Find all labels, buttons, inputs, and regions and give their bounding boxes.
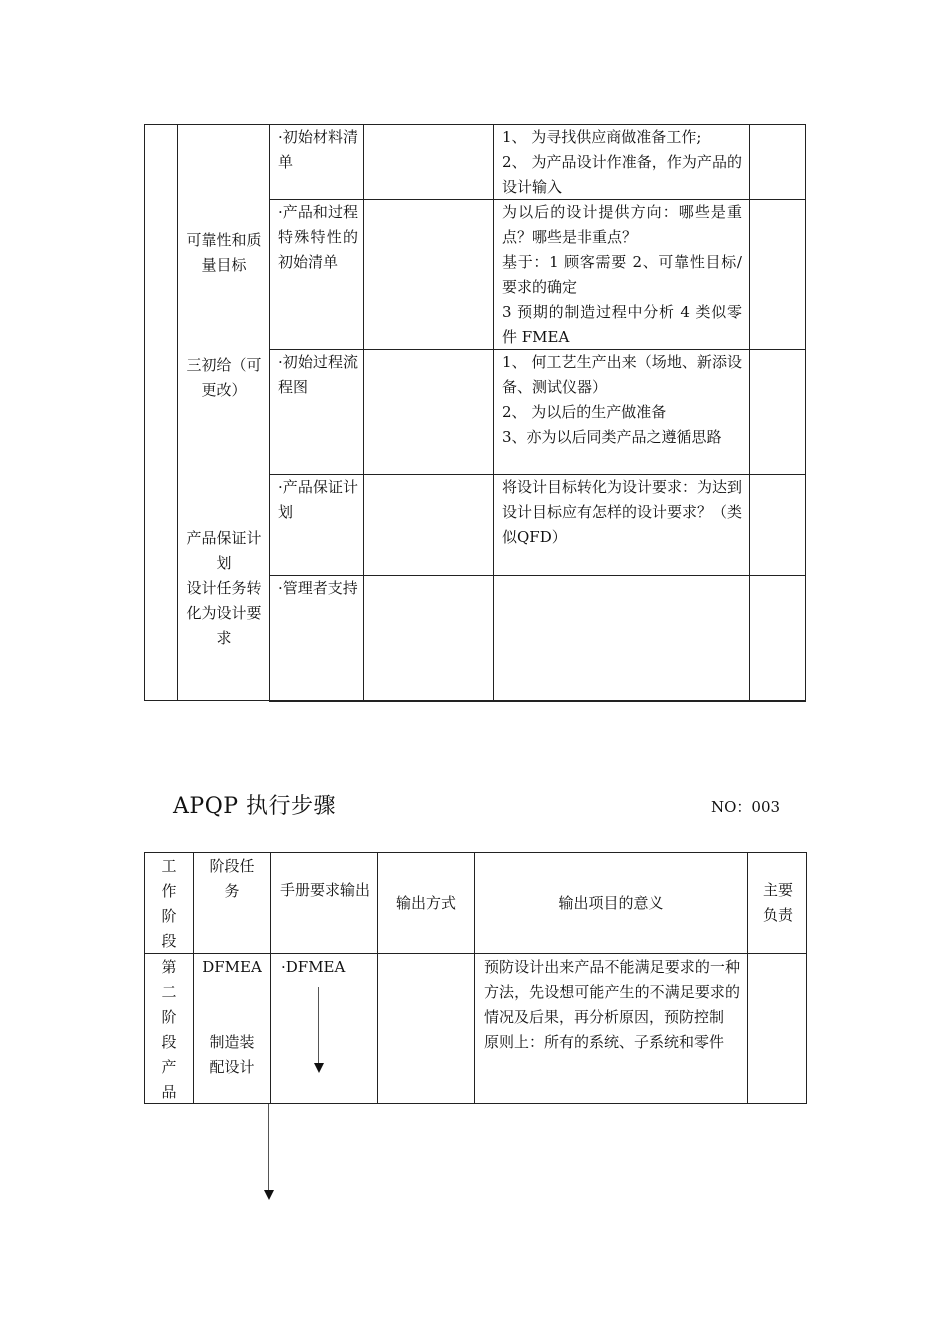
meaning-special-characteristics (502, 200, 742, 350)
meaning-line: 将设计目标转化为设计要求：为达到设计目标应有怎样的设计要求？（类似QFD） (502, 478, 743, 546)
meaning-line: 1、 为寻找供应商做准备工作; (502, 128, 702, 146)
header-task: 阶段任务 (209, 857, 255, 900)
meaning-line: 2、 为产品设计作准备，作为产品的设计输入 (502, 153, 742, 196)
meaning-line: 2、 为以后的生产做准备 (502, 403, 667, 421)
meaning-line: 1、 何工艺生产出来（场地、新添设备、测试仪器） (502, 353, 742, 396)
task-dfma: 制造装配设计 (209, 1033, 255, 1076)
meaning-line: 基于：1 顾客需要 2、可靠性目标/要求的确定 (502, 253, 742, 296)
arrow-down-icon (314, 1063, 324, 1073)
meaning-line: 预防设计出来产品不能满足要求的一种方法，先设想可能产生的不满足要求的情况及后果，再分析原因，预防控制 (484, 958, 740, 1026)
apqp-table-stage-2 (144, 852, 807, 1104)
meaning-line: 3 预期的制造过程中分析 4 类似零件 FMEA (502, 303, 742, 346)
meaning-line: 原则上：所有的系统、子系统和零件 (484, 1033, 725, 1051)
task-design-requirements: 设计任务转化为设计要求 (186, 579, 262, 647)
task-reliability-goals: 可靠性和质量目标 (186, 231, 262, 274)
output-special-characteristics: ·产品和过程特殊特性的初始清单 (278, 203, 358, 271)
meaning-initial-bom (502, 125, 742, 200)
meaning-line: 为以后的设计提供方向：哪些是重点？哪些是非重点？ (502, 203, 742, 246)
task-initial-three: 三初给（可更改） (186, 356, 262, 399)
output-dfmea: ·DFMEA (281, 958, 346, 976)
header-manual-output: 手册要求输出 (280, 881, 371, 899)
task-product-assurance: 产品保证计划 (186, 529, 262, 572)
task-dfmea: DFMEA (202, 958, 262, 976)
arrow-down-icon (264, 1190, 274, 1200)
header-responsible: 主要负责 (762, 881, 793, 924)
meaning-dfmea (484, 955, 740, 1055)
apqp-table-continued (144, 124, 807, 702)
flow-arrow-line (268, 1104, 269, 1190)
flow-arrow-line (318, 987, 319, 1063)
document-number: NO：003 (711, 798, 781, 816)
header-meaning: 输出项目的意义 (558, 894, 664, 912)
meaning-line: 3、亦为以后同类产品之遵循思路 (502, 428, 722, 446)
page-title: APQP 执行步骤 (173, 794, 337, 819)
header-stage: 工作阶段 (161, 857, 177, 950)
output-assurance-plan: ·产品保证计划 (278, 478, 358, 521)
output-management-support: ·管理者支持 (278, 579, 358, 597)
stage-2-label: 第二阶段产品 (161, 958, 177, 1101)
header-output-method: 输出方式 (395, 894, 456, 912)
meaning-assurance-plan (502, 475, 742, 550)
output-initial-bom: ·初始材料清单 (278, 128, 358, 171)
output-process-flow: ·初始过程流程图 (278, 353, 358, 396)
meaning-process-flow (502, 350, 742, 450)
